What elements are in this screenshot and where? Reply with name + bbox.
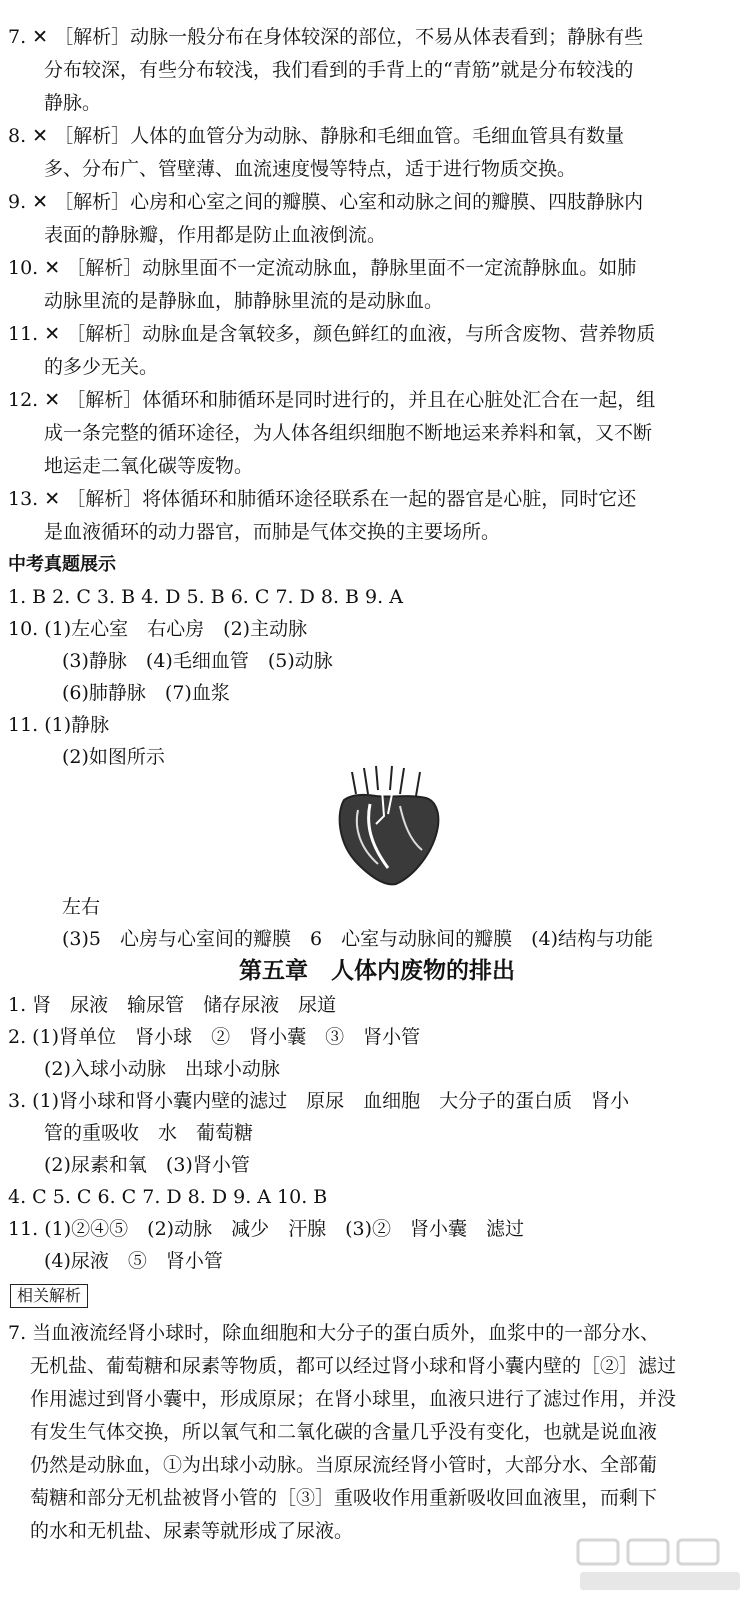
answer-line: (2)如图所示 <box>62 746 165 768</box>
answer-line: 管的重吸收 水 葡萄糖 <box>44 1122 254 1144</box>
related-line: 作用滤过到肾小囊中，形成原尿；在肾小球里，血液只进行了滤过作用，并没 <box>30 1388 677 1410</box>
vessel-lines <box>352 766 420 796</box>
answer-line: (2)入球小动脉 出球小动脉 <box>44 1058 280 1080</box>
explain-line: 11. ✕ ［解析］动脉血是含氧较多，颜色鲜红的血液，与所含废物、营养物质 <box>8 323 656 345</box>
related-line: 萄糖和部分无机盐被肾小管的［③］重吸收作用重新吸收回血液里，而剩下 <box>30 1487 658 1509</box>
explain-line: 静脉。 <box>44 92 102 114</box>
explain-line: 10. ✕ ［解析］动脉里面不一定流动脉血，静脉里面不一定流静脉血。如肺 <box>8 257 637 279</box>
explain-line: 分布较深，有些分布较浅，我们看到的手背上的“青筋”就是分布较浅的 <box>44 59 634 81</box>
answer-line: 2. (1)肾单位 肾小球 ② 肾小囊 ③ 肾小管 <box>8 1026 421 1048</box>
figure-caption: 左右 <box>62 896 101 918</box>
explain-line: 8. ✕ ［解析］人体的血管分为动脉、静脉和毛细血管。毛细血管具有数量 <box>8 125 625 147</box>
related-line: 无机盐、葡萄糖和尿素等物质，都可以经过肾小球和肾小囊内壁的［②］滤过 <box>30 1355 677 1377</box>
explain-line: 动脉里流的是静脉血，肺静脉里流的是动脉血。 <box>44 290 444 312</box>
answer-line: (4)尿液 ⑤ 肾小管 <box>44 1250 223 1272</box>
answer-line: 11. (1)静脉 <box>8 714 110 736</box>
answer-line: 10. (1)左心室 右心房 (2)主动脉 <box>8 618 308 640</box>
answer-line: 1. 肾 尿液 输尿管 储存尿液 尿道 <box>8 994 337 1016</box>
related-line: 的水和无机盐、尿素等就形成了尿液。 <box>30 1520 354 1542</box>
chapter-title: 第五章 人体内废物的排出 <box>239 958 515 984</box>
heart-diagram <box>330 764 446 890</box>
explain-line: 地运走二氧化碳等废物。 <box>44 455 254 477</box>
related-line: 7. 当血液流经肾小球时，除血细胞和大分子的蛋白质外，血浆中的一部分水、 <box>8 1322 660 1344</box>
answer-line: (6)肺静脉 (7)血浆 <box>62 682 230 704</box>
answer-line: 4. C 5. C 6. C 7. D 8. D 9. A 10. B <box>8 1186 328 1208</box>
exam-section-title: 中考真题展示 <box>8 554 116 575</box>
explain-line: 12. ✕ ［解析］体循环和肺循环是同时进行的，并且在心脏处汇合在一起，组 <box>8 389 656 411</box>
answer-line: 3. (1)肾小球和肾小囊内壁的滤过 原尿 血细胞 大分子的蛋白质 肾小 <box>8 1090 630 1112</box>
explain-line: 是血液循环的动力器官，而肺是气体交换的主要场所。 <box>44 521 501 543</box>
explain-line: 9. ✕ ［解析］心房和心室之间的瓣膜、心室和动脉之间的瓣膜、四肢静脉内 <box>8 191 644 213</box>
answer-line: (3)静脉 (4)毛细血管 (5)动脉 <box>62 650 333 672</box>
explain-line: 的多少无关。 <box>44 356 159 378</box>
explain-line: 表面的静脉瓣，作用都是防止血液倒流。 <box>44 224 387 246</box>
explain-line: 成一条完整的循环途径，为人体各组织细胞不断地运来养料和氧，又不断 <box>44 422 653 444</box>
related-analysis-tag: 相关解析 <box>10 1284 88 1308</box>
answer-line: (3)5 心房与心室间的瓣膜 6 心室与动脉间的瓣膜 (4)结构与功能 <box>62 928 654 950</box>
related-line: 有发生气体交换，所以氧气和二氧化碳的含量几乎没有变化，也就是说血液 <box>30 1421 658 1443</box>
explain-line: 多、分布广、管壁薄、血流速度慢等特点，适于进行物质交换。 <box>44 158 577 180</box>
explain-line: 7. ✕ ［解析］动脉一般分布在身体较深的部位，不易从体表看到；静脉有些 <box>8 26 644 48</box>
answer-line: 11. (1)②④⑤ (2)动脉 减少 汗腺 (3)② 肾小囊 滤过 <box>8 1218 524 1240</box>
watermark-logo <box>572 1536 748 1594</box>
answer-line: (2)尿素和氧 (3)肾小管 <box>44 1154 250 1176</box>
explain-line: 13. ✕ ［解析］将体循环和肺循环途径联系在一起的器官是心脏，同时它还 <box>8 488 637 510</box>
answer-line: 1. B 2. C 3. B 4. D 5. B 6. C 7. D 8. B 9. A <box>8 586 403 608</box>
related-line: 仍然是动脉血，①为出球小动脉。当原尿流经肾小管时，大部分水、全部葡 <box>30 1454 658 1476</box>
